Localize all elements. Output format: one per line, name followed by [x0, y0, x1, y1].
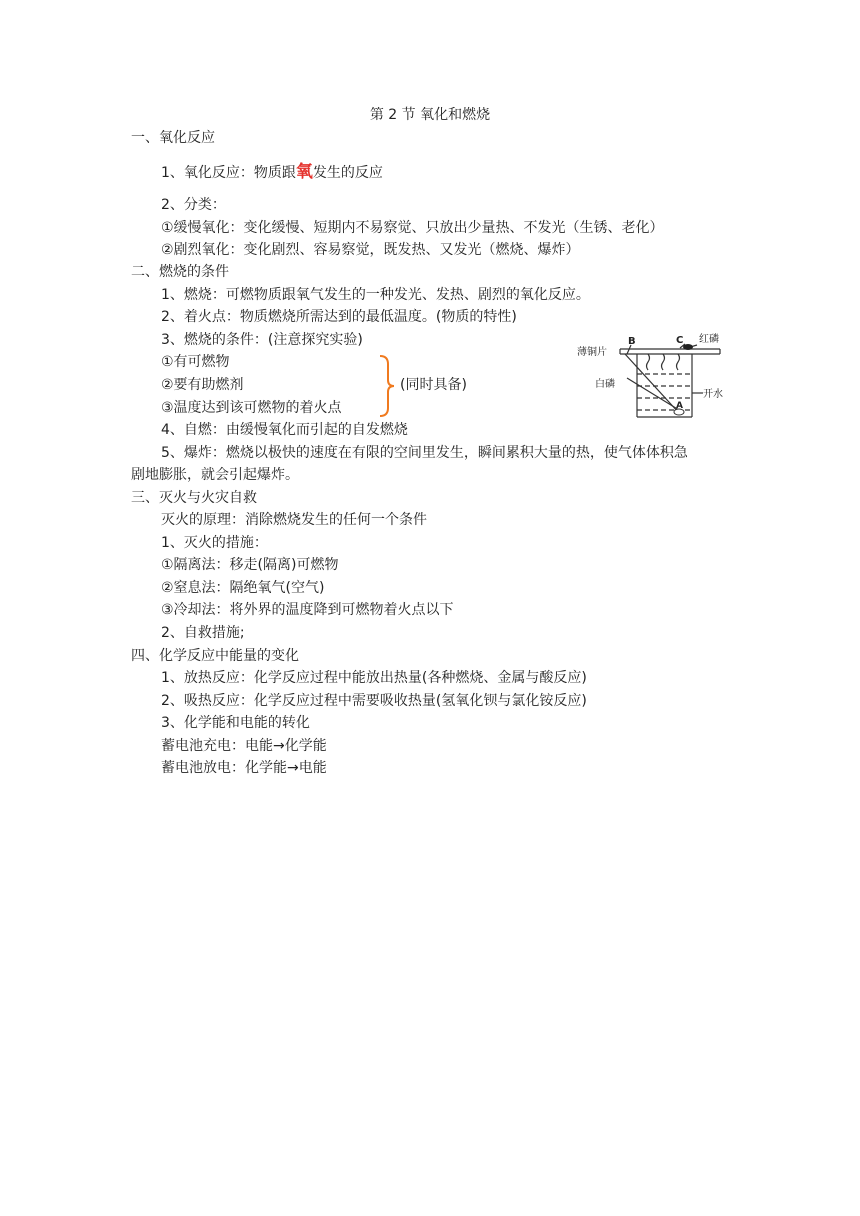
- condition-1: ①有可燃物: [161, 354, 230, 370]
- section-1-heading: 一、氧化反应: [131, 130, 215, 146]
- slow-oxidation: ①缓慢氧化：变化缓慢、短期内不易察觉、只放出少量热、不发光（生锈、老化）: [161, 220, 664, 236]
- experiment-figure: [575, 330, 735, 425]
- oxygen-highlight: 氧: [295, 162, 313, 182]
- isolation-method: ①隔离法：移走(隔离)可燃物: [161, 557, 339, 573]
- label-a: A: [676, 401, 683, 411]
- combustion-conditions: 3、燃烧的条件：(注意探究实验): [161, 332, 363, 348]
- label-b: B: [628, 336, 636, 347]
- label-c: C: [676, 335, 684, 346]
- section-2-heading: 二、燃烧的条件: [131, 264, 229, 280]
- explosion-line-2: 剧地膨胀，就会引起爆炸。: [131, 467, 299, 483]
- classification-label: 2、分类：: [161, 197, 226, 213]
- section-3-heading: 三、灭火与火灾自救: [131, 490, 257, 506]
- battery-charging: 蓄电池充电：电能→化学能: [161, 738, 327, 754]
- suffocation-method: ②窒息法：隔绝氧气(空气): [161, 580, 325, 596]
- page-title: 第 2 节 氧化和燃烧: [369, 107, 491, 123]
- cooling-method: ③冷却法：将外界的温度降到可燃物着火点以下: [161, 602, 454, 618]
- energy-conversion: 3、化学能和电能的转化: [161, 715, 310, 731]
- oxidation-definition: [161, 162, 383, 183]
- battery-discharging: 蓄电池放电：化学能→电能: [161, 760, 327, 776]
- fast-oxidation: ②剧烈氧化：变化剧烈、容易察觉，既发热、又发光（燃烧、爆炸）: [161, 242, 580, 258]
- hot-water-label: 开水: [703, 389, 723, 400]
- condition-2: ②要有助燃剂: [161, 377, 244, 393]
- curly-brace: [376, 354, 398, 418]
- exothermic-reaction: 1、放热反应：化学反应过程中能放出热量(各种燃烧、金属与酸反应): [161, 670, 587, 686]
- ignition-point: 2、着火点：物质燃烧所需达到的最低温度。(物质的特性): [161, 309, 517, 325]
- definition-suffix: 发生的反应: [312, 165, 383, 181]
- white-phosphorus-label: 白磷: [595, 379, 615, 390]
- endothermic-reaction: 2、吸热反应：化学反应过程中需要吸收热量(氢氧化钡与氯化铵反应): [161, 693, 587, 709]
- copper-plate-label: 薄铜片: [577, 347, 607, 358]
- spontaneous-combustion: 4、自燃：由缓慢氧化而引起的自发燃烧: [161, 422, 408, 438]
- all-required-note: (同时具备): [400, 377, 467, 393]
- condition-3: ③温度达到该可燃物的着火点: [161, 400, 342, 416]
- explosion-line-1: 5、爆炸：燃烧以极快的速度在有限的空间里发生，瞬间累积大量的热，使气体体积急: [161, 445, 688, 461]
- extinguish-measures: 1、灭火的措施：: [161, 535, 268, 551]
- combustion-definition: 1、燃烧：可燃物质跟氧气发生的一种发光、发热、剧烈的氧化反应。: [161, 287, 590, 303]
- self-rescue: 2、自救措施;: [161, 625, 245, 641]
- section-4-heading: 四、化学反应中能量的变化: [131, 648, 299, 664]
- red-phosphorus-label: 红磷: [699, 334, 719, 345]
- extinguish-principle: 灭火的原理：消除燃烧发生的任何一个条件: [161, 512, 427, 528]
- definition-prefix: 1、氧化反应：物质跟: [161, 165, 296, 181]
